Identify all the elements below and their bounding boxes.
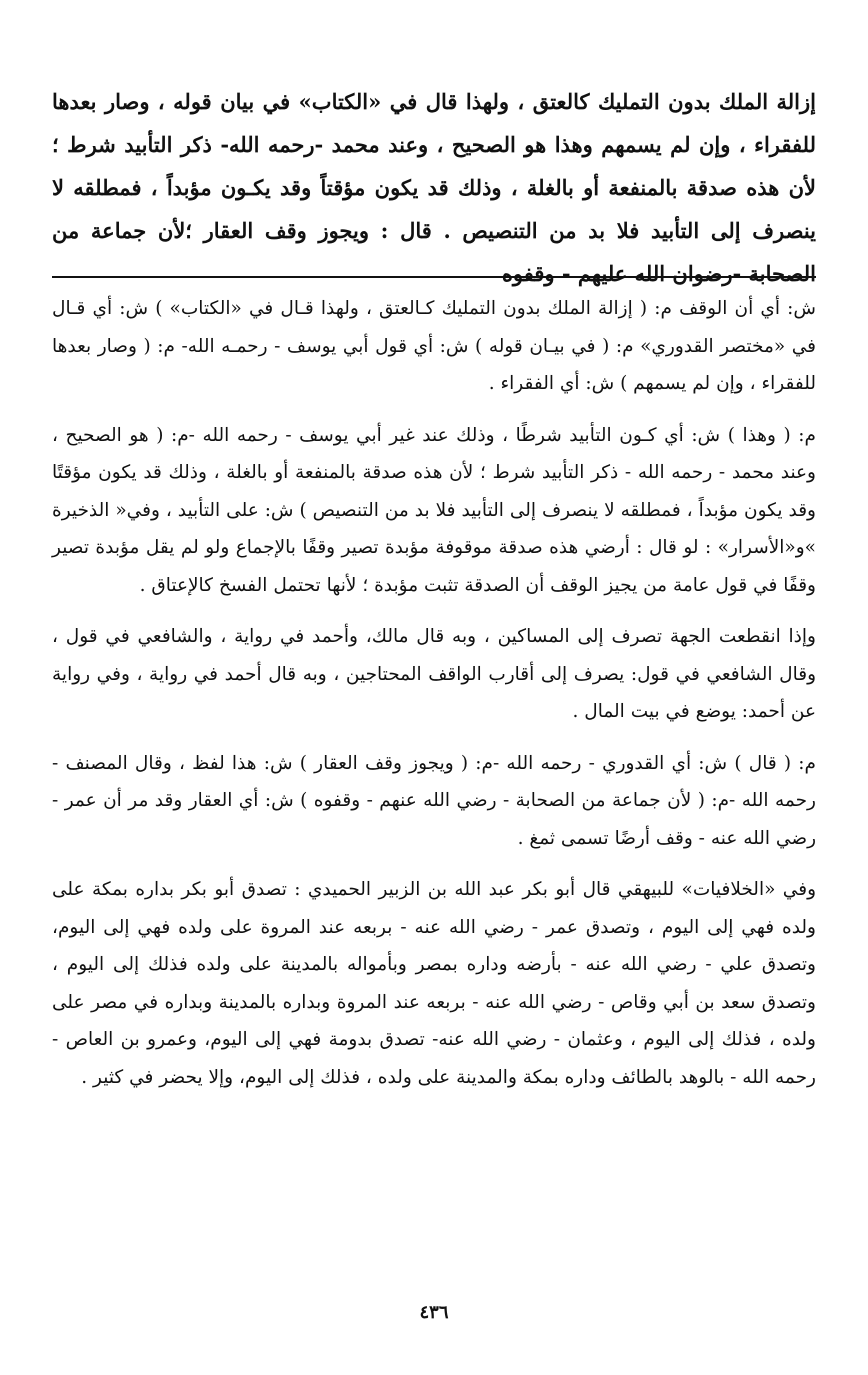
commentary-paragraph: وإذا انقطعت الجهة تصرف إلى المساكين ، وبه قال مالك، وأحمد في رواية ، والشافعي في قول ، وقال الشافعي في قول: يصرف إلى أقارب الواقف المحتاجين ، وبه قال أحمد في رواية ، وفي رواية عن أحمد: يوضع في بيت المال .	[52, 626, 816, 722]
commentary-paragraph: م: ( قال ) ش: أي القدوري - رحمه الله -م: ( ويجوز وقف العقار ) ش: هذا لفظ ، وقال المصنف - رحمه الله -م: ( لأن جماعة من الصحابة - رضي الله عنهم - وقفوه ) ش: أي العقار وقد مر أن عمر - رضي الله عنه - وقف أرضًا تسمى ثمغ .	[52, 752, 816, 849]
page-number: ٤٣٦	[419, 1302, 449, 1323]
separator-rule	[52, 276, 816, 278]
commentary-section	[52, 290, 816, 1110]
commentary-paragraph: وفي «الخلافيات» للبيهقي قال أبو بكر عبد الله بن الزبير الحميدي : تصدق أبو بكر بداره بمكة على ولده فهي إلى اليوم ، وتصدق عمر - رضي الله عنه - بربعه عند المروة على ولده فهي إلى اليوم، وتصدق علي - رضي الله عنه - بأرضه وداره بمصر وبأمواله بالمدينة على ولده فذلك إلى اليوم ، وتصدق سعد بن أبي وقاص - رضي الله عنه - بربعه عند المروة وبداره بالمدينة وبداره في مصر على ولده ، فذلك إلى اليوم ، وعثمان - رضي الله عنه- تصدق بدومة فهي إلى اليوم، وعمرو بن العاص - رحمه الله - بالوهد بالطائف وداره بمكة والمدينة على ولده ، فذلك إلى اليوم، وإلا يحضر في كثير .	[52, 879, 816, 1088]
main-text: إزالة الملك بدون التمليك كالعتق ، ولهذا قال في «الكتاب» في بيان قوله ، وصار بعدها للفقراء ، وإن لم يسمهم وهذا هو الصحيح ، وعند محمد -رحمه الله- ذكر التأبيد شرط ؛ لأن هذه صدقة بالمنفعة أو بالغلة ، وذلك قد يكون مؤقتاً وقد يكـون مؤبداً ، فمطلقه لا ينصرف إلى التأبيد فلا بد من التنصيص . قال : ويجوز وقف العقار ؛لأن جماعة من الصحابة -رضوان الله عليهم - وقفوه	[52, 89, 816, 286]
commentary-paragraph: م: ( وهذا ) ش: أي كـون التأبيد شرطًا ، وذلك عند غير أبي يوسف - رحمه الله -م: ( هو الصحيح ، وعند محمد - رحمه الله - ذكر التأبيد شرط ؛ لأن هذه صدقة بالمنفعة أو بالغلة ، وذلك قد يكون مؤقتًا وقد يكون مؤبداً ، فمطلقه لا ينصرف إلى التأبيد فلا بد من التنصيص ) ش: على التأبيد ، وفي« الذخيرة »و«الأسرار» : لو قال : أرضي هذه صدقة موقوفة مؤبدة تصير وقفًا بالإجماع ولو لم يقل مؤبدة تصير وقفًا في قول عامة من يجيز الوقف أن الصدقة تثبت مؤبدة ؛ لأنها تحتمل الفسخ كالإعتاق .	[52, 424, 816, 596]
commentary-paragraph: ش: أي أن الوقف م: ( إزالة الملك بدون التمليك كـالعتق ، ولهذا قـال في «الكتاب» ) ش: أي قـال في «مختصر القدوري» م: ( في بيـان قوله ) ش: أي قول أبي يوسف - رحمـه الله- م: ( وصار بعدها للفقراء ، وإن لم يسمهم ) ش: أي الفقراء .	[52, 298, 816, 394]
